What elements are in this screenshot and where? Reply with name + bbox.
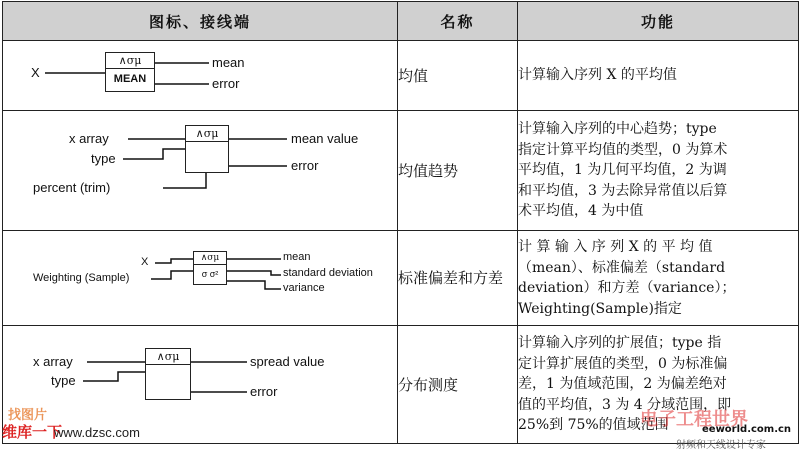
table-row	[3, 231, 799, 326]
func-line: （mean）、标准偏差（standard	[518, 259, 726, 276]
stddev-vi-icon	[193, 251, 227, 285]
stddev-diagram	[3, 231, 398, 326]
row-name: 均值	[398, 41, 518, 111]
spread-vi-icon	[145, 348, 191, 400]
stats-glyph: ∧σμ	[146, 349, 190, 365]
output-error-label: error	[250, 384, 278, 399]
header-function: 功能	[518, 2, 799, 41]
stats-glyph: ∧σμ	[106, 53, 154, 69]
func-line: 和平均值，3 为去除异常值以后算	[518, 182, 728, 199]
watermark-left-url: www.dzsc.com	[54, 425, 140, 440]
function-table	[2, 1, 799, 444]
output-mean-value-label: mean value	[291, 131, 359, 146]
trend-diagram	[3, 111, 398, 231]
header-icon-terminal: 图标、接线端	[3, 2, 398, 41]
func-line: 指定计算平均值的类型，0 为算术	[518, 141, 728, 158]
header-name: 名称	[398, 2, 518, 41]
row-function	[518, 111, 799, 231]
func-line: 25%到 75%的值域范围	[518, 417, 669, 434]
watermark-right-sub: 射频和天线设计专家	[676, 440, 766, 451]
func-line: 计算输入序列的扩展值；type 指	[518, 335, 722, 352]
output-mean-label: mean	[283, 251, 311, 263]
watermark-left-top: 找图片	[8, 408, 48, 423]
func-line: 平均值，1 为几何平均值，2 为调	[518, 162, 727, 179]
output-spread-value-label: spread value	[250, 354, 325, 369]
watermark-right-url: eeworld.com.cn	[702, 424, 792, 435]
output-variance-label: variance	[283, 282, 325, 294]
watermark-right-logo: 电子工程世界	[640, 409, 748, 430]
func-line: 差，1 为值域范围，2 为偏差绝对	[518, 376, 727, 393]
stats-glyph: ∧σμ	[194, 252, 226, 265]
func-line: 术平均值，4 为中值	[518, 203, 644, 220]
func-line: 值的平均值，3 为 4 分域范围，即	[518, 396, 732, 413]
output-mean-label: mean	[212, 55, 245, 70]
input-type-label: type	[91, 151, 116, 166]
mean-icon-label: MEAN	[113, 73, 147, 85]
mean-vi-icon	[105, 52, 155, 92]
output-standard-deviation-label: standard deviation	[283, 267, 373, 279]
row-function	[518, 231, 799, 326]
input-weighting-label: Weighting (Sample)	[33, 272, 130, 284]
mean-wires	[3, 41, 397, 110]
input-type-label: type	[51, 373, 76, 388]
output-error-label: error	[291, 158, 319, 173]
input-x-array-label: x array	[33, 354, 73, 369]
mean-trend-vi-icon	[185, 125, 229, 173]
header-row	[3, 2, 799, 41]
row-name: 均值趋势	[398, 111, 518, 231]
watermark-left-cn: 维库一下	[2, 423, 63, 441]
func-line: 计算输入序列 X 的平均值	[518, 67, 677, 84]
stddev-icon-label: σ σ²	[201, 269, 219, 279]
mean-diagram	[3, 41, 398, 111]
row-function	[518, 41, 799, 111]
row-name: 分布测度	[398, 326, 518, 444]
table-row	[3, 111, 799, 231]
input-x-label: X	[31, 65, 40, 80]
output-error-label: error	[212, 76, 240, 91]
func-line: 计 算 输 入 序 列 X 的 平 均 值	[518, 239, 713, 255]
func-line: deviation）和方差（variance）；	[518, 280, 736, 296]
stats-glyph: ∧σμ	[186, 126, 228, 142]
input-percent-trim-label: percent (trim)	[33, 180, 111, 195]
row-name: 标准偏差和方差	[398, 231, 518, 326]
table-row	[3, 41, 799, 111]
func-line: 计算输入序列的中心趋势；type	[518, 121, 717, 138]
func-line: 定计算扩展值的类型，0 为标准偏	[518, 355, 728, 372]
input-x-array-label: x array	[69, 131, 109, 146]
func-line: Weighting(Sample)指定	[518, 300, 682, 317]
input-x-label: X	[141, 256, 149, 268]
